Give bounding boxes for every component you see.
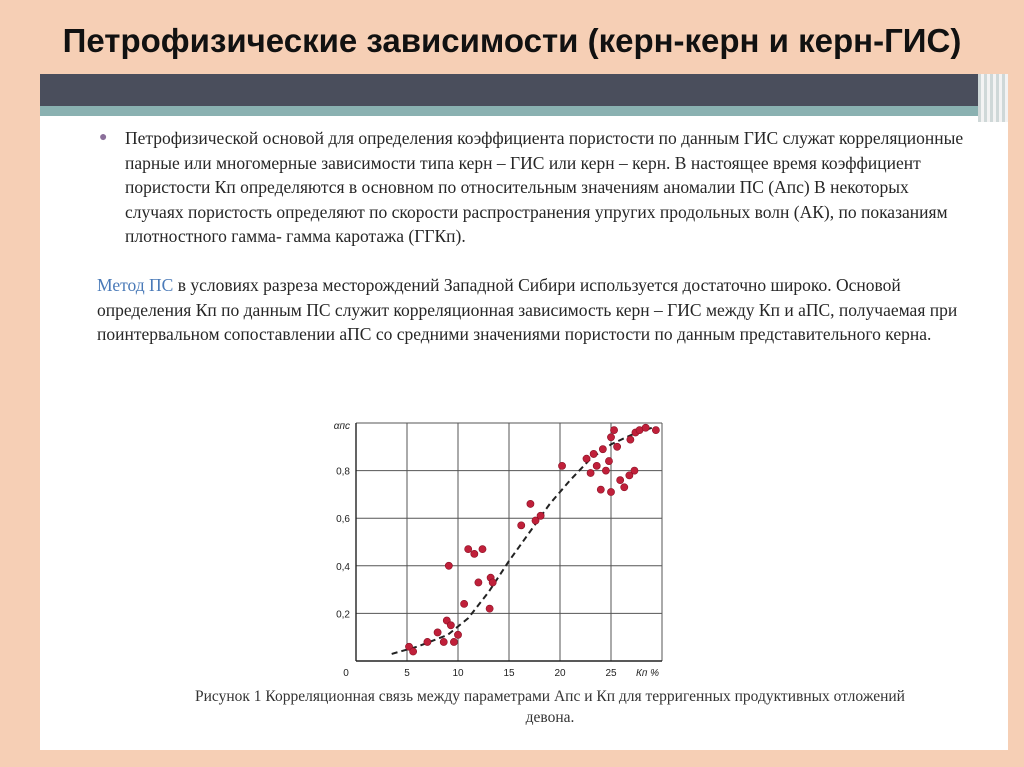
x-tick-label: 25 bbox=[605, 668, 617, 678]
data-point bbox=[424, 638, 431, 645]
data-point bbox=[602, 467, 609, 474]
header-accent-bar bbox=[40, 106, 1008, 116]
data-point bbox=[583, 455, 590, 462]
x-tick-label: 10 bbox=[452, 668, 464, 678]
slide-body bbox=[97, 126, 967, 347]
slide-title: Петрофизические зависимости (керн-керн и керн-ГИС) bbox=[62, 22, 962, 59]
data-point bbox=[518, 522, 525, 529]
header-stripes bbox=[978, 74, 1008, 122]
paragraph-1: Петрофизической основой для определения коэффициента пористости по данным ГИС служат корреляционные парные или многомерные зависимости типа керн – ГИС или керн – керн. В настоящее время коэффициент пористости Кп определяются в основном по относительным значениям аномалии ПС (Апс) В некоторых случаях пористость определяют по скорости распространения упругих продольных волн (АК), по показаниям плотностного гамма- гамма каротажа (ГГКп). bbox=[125, 128, 964, 247]
data-point bbox=[489, 579, 496, 586]
data-point bbox=[607, 434, 614, 441]
data-point bbox=[527, 500, 534, 507]
y-axis-label: αпс bbox=[333, 421, 350, 432]
data-point bbox=[445, 562, 452, 569]
scatter-chart bbox=[320, 408, 700, 678]
data-point bbox=[471, 550, 478, 557]
x-tick-label: 0 bbox=[343, 668, 349, 678]
method-link: Метод ПС bbox=[97, 274, 174, 295]
data-point bbox=[605, 457, 612, 464]
data-point bbox=[607, 488, 614, 495]
data-point bbox=[610, 427, 617, 434]
data-point bbox=[486, 605, 493, 612]
y-tick-label: 0,6 bbox=[336, 514, 350, 526]
data-point bbox=[465, 546, 472, 553]
data-point bbox=[597, 486, 604, 493]
chart-svg bbox=[320, 408, 700, 678]
figure-caption: Рисунок 1 Корреляционная связь между параметрами Апс и Кп для терригенных продуктивных отложений девона. bbox=[195, 688, 905, 726]
data-point bbox=[627, 436, 634, 443]
data-point bbox=[617, 477, 624, 484]
data-point bbox=[593, 462, 600, 469]
chart-grid bbox=[356, 423, 662, 661]
data-point bbox=[537, 512, 544, 519]
data-point bbox=[447, 622, 454, 629]
data-point bbox=[614, 443, 621, 450]
chart-points bbox=[405, 424, 659, 655]
data-point bbox=[652, 427, 659, 434]
paragraph-2: в условиях разреза месторождений Западной Сибири используется достаточно широко. Основой определения Кп по данным ПС служит корреляционная зависимость керн – ГИС между Кп и аПС, получаемая при поинтервальном сопоставлении аПС со средними значениями пористости по данным представительного керна. bbox=[97, 274, 958, 345]
data-point bbox=[621, 484, 628, 491]
bullet-dot-icon: ● bbox=[99, 130, 108, 145]
x-tick-label: 20 bbox=[554, 668, 566, 678]
y-tick-label: 0,8 bbox=[336, 466, 350, 478]
method-paragraph bbox=[97, 273, 967, 347]
data-point bbox=[631, 467, 638, 474]
y-tick-label: 0,2 bbox=[336, 609, 350, 621]
data-point bbox=[479, 546, 486, 553]
data-point bbox=[454, 631, 461, 638]
data-point bbox=[440, 638, 447, 645]
data-point bbox=[590, 450, 597, 457]
data-point bbox=[434, 629, 441, 636]
x-axis-label: Кп % bbox=[636, 668, 660, 678]
data-point bbox=[558, 462, 565, 469]
data-point bbox=[475, 579, 482, 586]
y-tick-label: 0,4 bbox=[336, 561, 350, 573]
header-bar bbox=[40, 74, 1008, 106]
bullet-paragraph bbox=[97, 126, 967, 249]
data-point bbox=[410, 648, 417, 655]
x-tick-label: 15 bbox=[503, 668, 515, 678]
data-point bbox=[450, 638, 457, 645]
x-tick-label: 5 bbox=[404, 668, 410, 678]
data-point bbox=[599, 446, 606, 453]
data-point bbox=[461, 600, 468, 607]
data-point bbox=[642, 424, 649, 431]
data-point bbox=[587, 469, 594, 476]
